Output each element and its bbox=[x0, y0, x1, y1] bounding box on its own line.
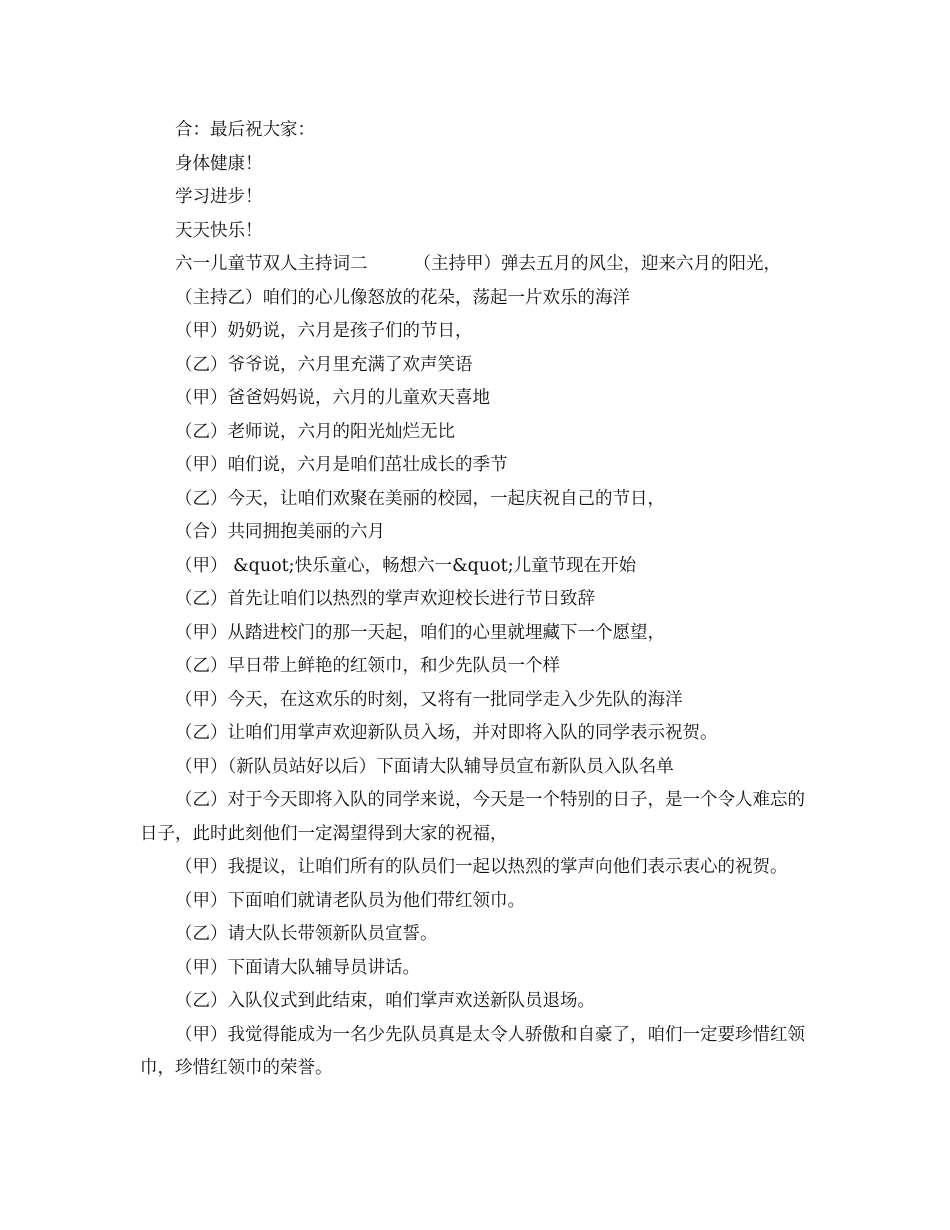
paragraph: （甲）奶奶说，六月是孩子们的节日， bbox=[175, 321, 473, 341]
paragraph: （甲）（新队员站好以后）下面请大队辅导员宣布新队员入队名单 bbox=[175, 756, 674, 777]
paragraph: （乙）老师说，六月的阳光灿烂无比 bbox=[175, 421, 455, 442]
paragraph: （甲） &quot;快乐童心，畅想六一&quot;儿童节现在开始 bbox=[175, 555, 637, 576]
paragraph: （乙）对于今天即将入队的同学来说，今天是一个特别的日子，是一个令人难忘的日子，此时此刻他们一定渴望得到大家的祝福， bbox=[140, 790, 805, 844]
paragraph: （甲）下面咱们就请老队员为他们带红领巾。 bbox=[175, 890, 525, 911]
paragraph: （甲）我觉得能成为一名少先队员真是太令人骄傲和自豪了，咱们一定要珍惜红领巾，珍惜红领巾的荣誉。 bbox=[140, 1024, 805, 1078]
paragraph: （甲）今天，在这欢乐的时刻，又将有一批同学走入少先队的海洋 bbox=[175, 689, 683, 710]
paragraph: （乙）入队仪式到此结束，咱们掌声欢送新队员退场。 bbox=[175, 991, 595, 1011]
paragraph: （乙）爷爷说，六月里充满了欢声笑语 bbox=[175, 354, 473, 375]
paragraph: （甲）下面请大队辅导员讲话。 bbox=[175, 957, 420, 978]
paragraph: （甲）从踏进校门的那一天起，咱们的心里就埋藏下一个愿望， bbox=[175, 622, 665, 643]
paragraph: （乙）今天，让咱们欢聚在美丽的校园，一起庆祝自己的节日， bbox=[175, 488, 665, 509]
paragraph: 合：最后祝大家： bbox=[175, 120, 315, 140]
paragraph: （合）共同拥抱美丽的六月 bbox=[175, 522, 385, 542]
paragraph: （甲）咱们说，六月是咱们茁壮成长的季节 bbox=[175, 455, 508, 475]
paragraph: 天天快乐！ bbox=[175, 220, 263, 241]
paragraph: 学习进步！ bbox=[175, 187, 263, 207]
paragraph bbox=[140, 248, 820, 282]
paragraph-text: （主持甲）弹去五月的风尘，迎来六月的阳光， bbox=[413, 254, 781, 274]
document-body bbox=[140, 114, 820, 1086]
paragraph: （乙）首先让咱们以热烈的掌声欢迎校长进行节日致辞 bbox=[175, 589, 595, 609]
paragraph: （甲）我提议，让咱们所有的队员们一起以热烈的掌声向他们表示衷心的祝贺。 bbox=[175, 857, 788, 877]
paragraph: （乙）早日带上鲜艳的红领巾，和少先队员一个样 bbox=[175, 656, 560, 676]
paragraph: （甲）爸爸妈妈说，六月的儿童欢天喜地 bbox=[175, 388, 490, 408]
paragraph: （乙）请大队长带领新队员宣誓。 bbox=[175, 924, 438, 944]
paragraph: （主持乙）咱们的心儿像怒放的花朵，荡起一片欢乐的海洋 bbox=[175, 287, 630, 308]
paragraph: （乙）让咱们用掌声欢迎新队员入场，并对即将入队的同学表示祝贺。 bbox=[175, 723, 718, 743]
section-title: 六一儿童节双人主持词二 bbox=[175, 254, 368, 274]
paragraph: 身体健康！ bbox=[175, 153, 263, 174]
